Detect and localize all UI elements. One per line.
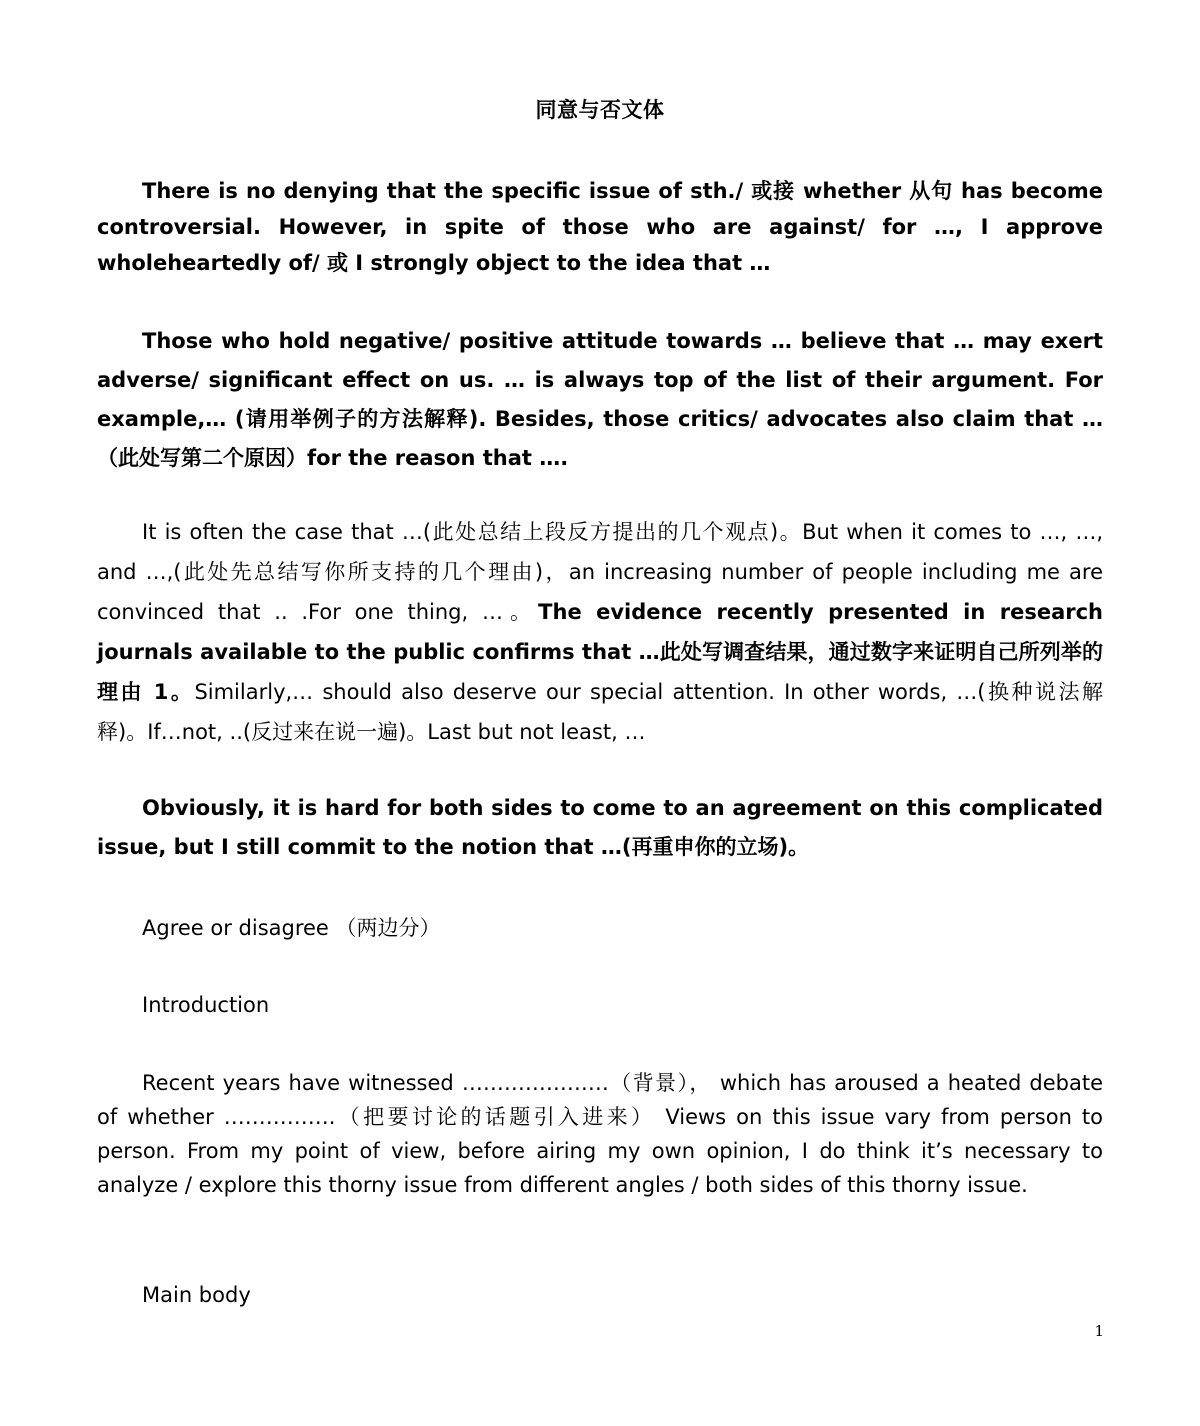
paragraph-opening: There is no denying that the specific issue of sth./ 或接 whether 从句 has become controversial. However, in spite of those who are against/ for …, I approve wholeheartedly of/ 或 I strongly object to the idea that … — [97, 179, 1103, 275]
paragraph-conclusion: Obviously, it is hard for both sides to come to an agreement on this complicated issue, but I still commit to the notion that …(再重申你的立场)。 — [97, 796, 1103, 859]
document-title: 同意与否文体 — [535, 98, 665, 122]
supporting-view-text-1: It is often the case that …(此处总结上段反方提出的几个观点)。But when it comes to …, …, and …,(此处先总结写你所支持的几个理由)，an increasing number of people including me are convinced that .. .For one thing, …。 — [97, 520, 1103, 624]
paragraph-opposing-view: Those who hold negative/ positive attitude towards … believe that … may exert adverse/ significant effect on us. … is always top of the list of their argument. For example,… (请用举例子的方法解释). Besides, those critics/ advocates also claim that … （此处写第二个原因）for the reason that …. — [97, 329, 1103, 470]
page-number: 1 — [1094, 1322, 1104, 1340]
supporting-view-evidence: The evidence recently presented in research journals available to the public confirms that …此处写调查结果，通过数字来证明自己所列举的理由 1。 — [97, 600, 1103, 704]
section-heading-main-body: Main body — [142, 1283, 251, 1307]
supporting-view-text-2: Similarly,… should also deserve our special attention. In other words, …(换种说法解释)。If…not, ..(反过来在说一遍)。Last but not least, … — [97, 680, 1103, 744]
section-heading-agree-or-disagree: Agree or disagree （两边分） — [142, 916, 441, 940]
paragraph-supporting-view — [97, 512, 1103, 752]
paragraph-introduction-template: Recent years have witnessed …………………（背景）， which has aroused a heated debate of whether …………….（把要讨论的话题引入进来） Views on this issue vary from person to person. From my point of view, before airing my own opinion, I do think it’s necessary to analyze / explore this thorny issue from different angles / both sides of this thorny issue. — [97, 1071, 1103, 1197]
section-heading-introduction: Introduction — [142, 993, 270, 1017]
